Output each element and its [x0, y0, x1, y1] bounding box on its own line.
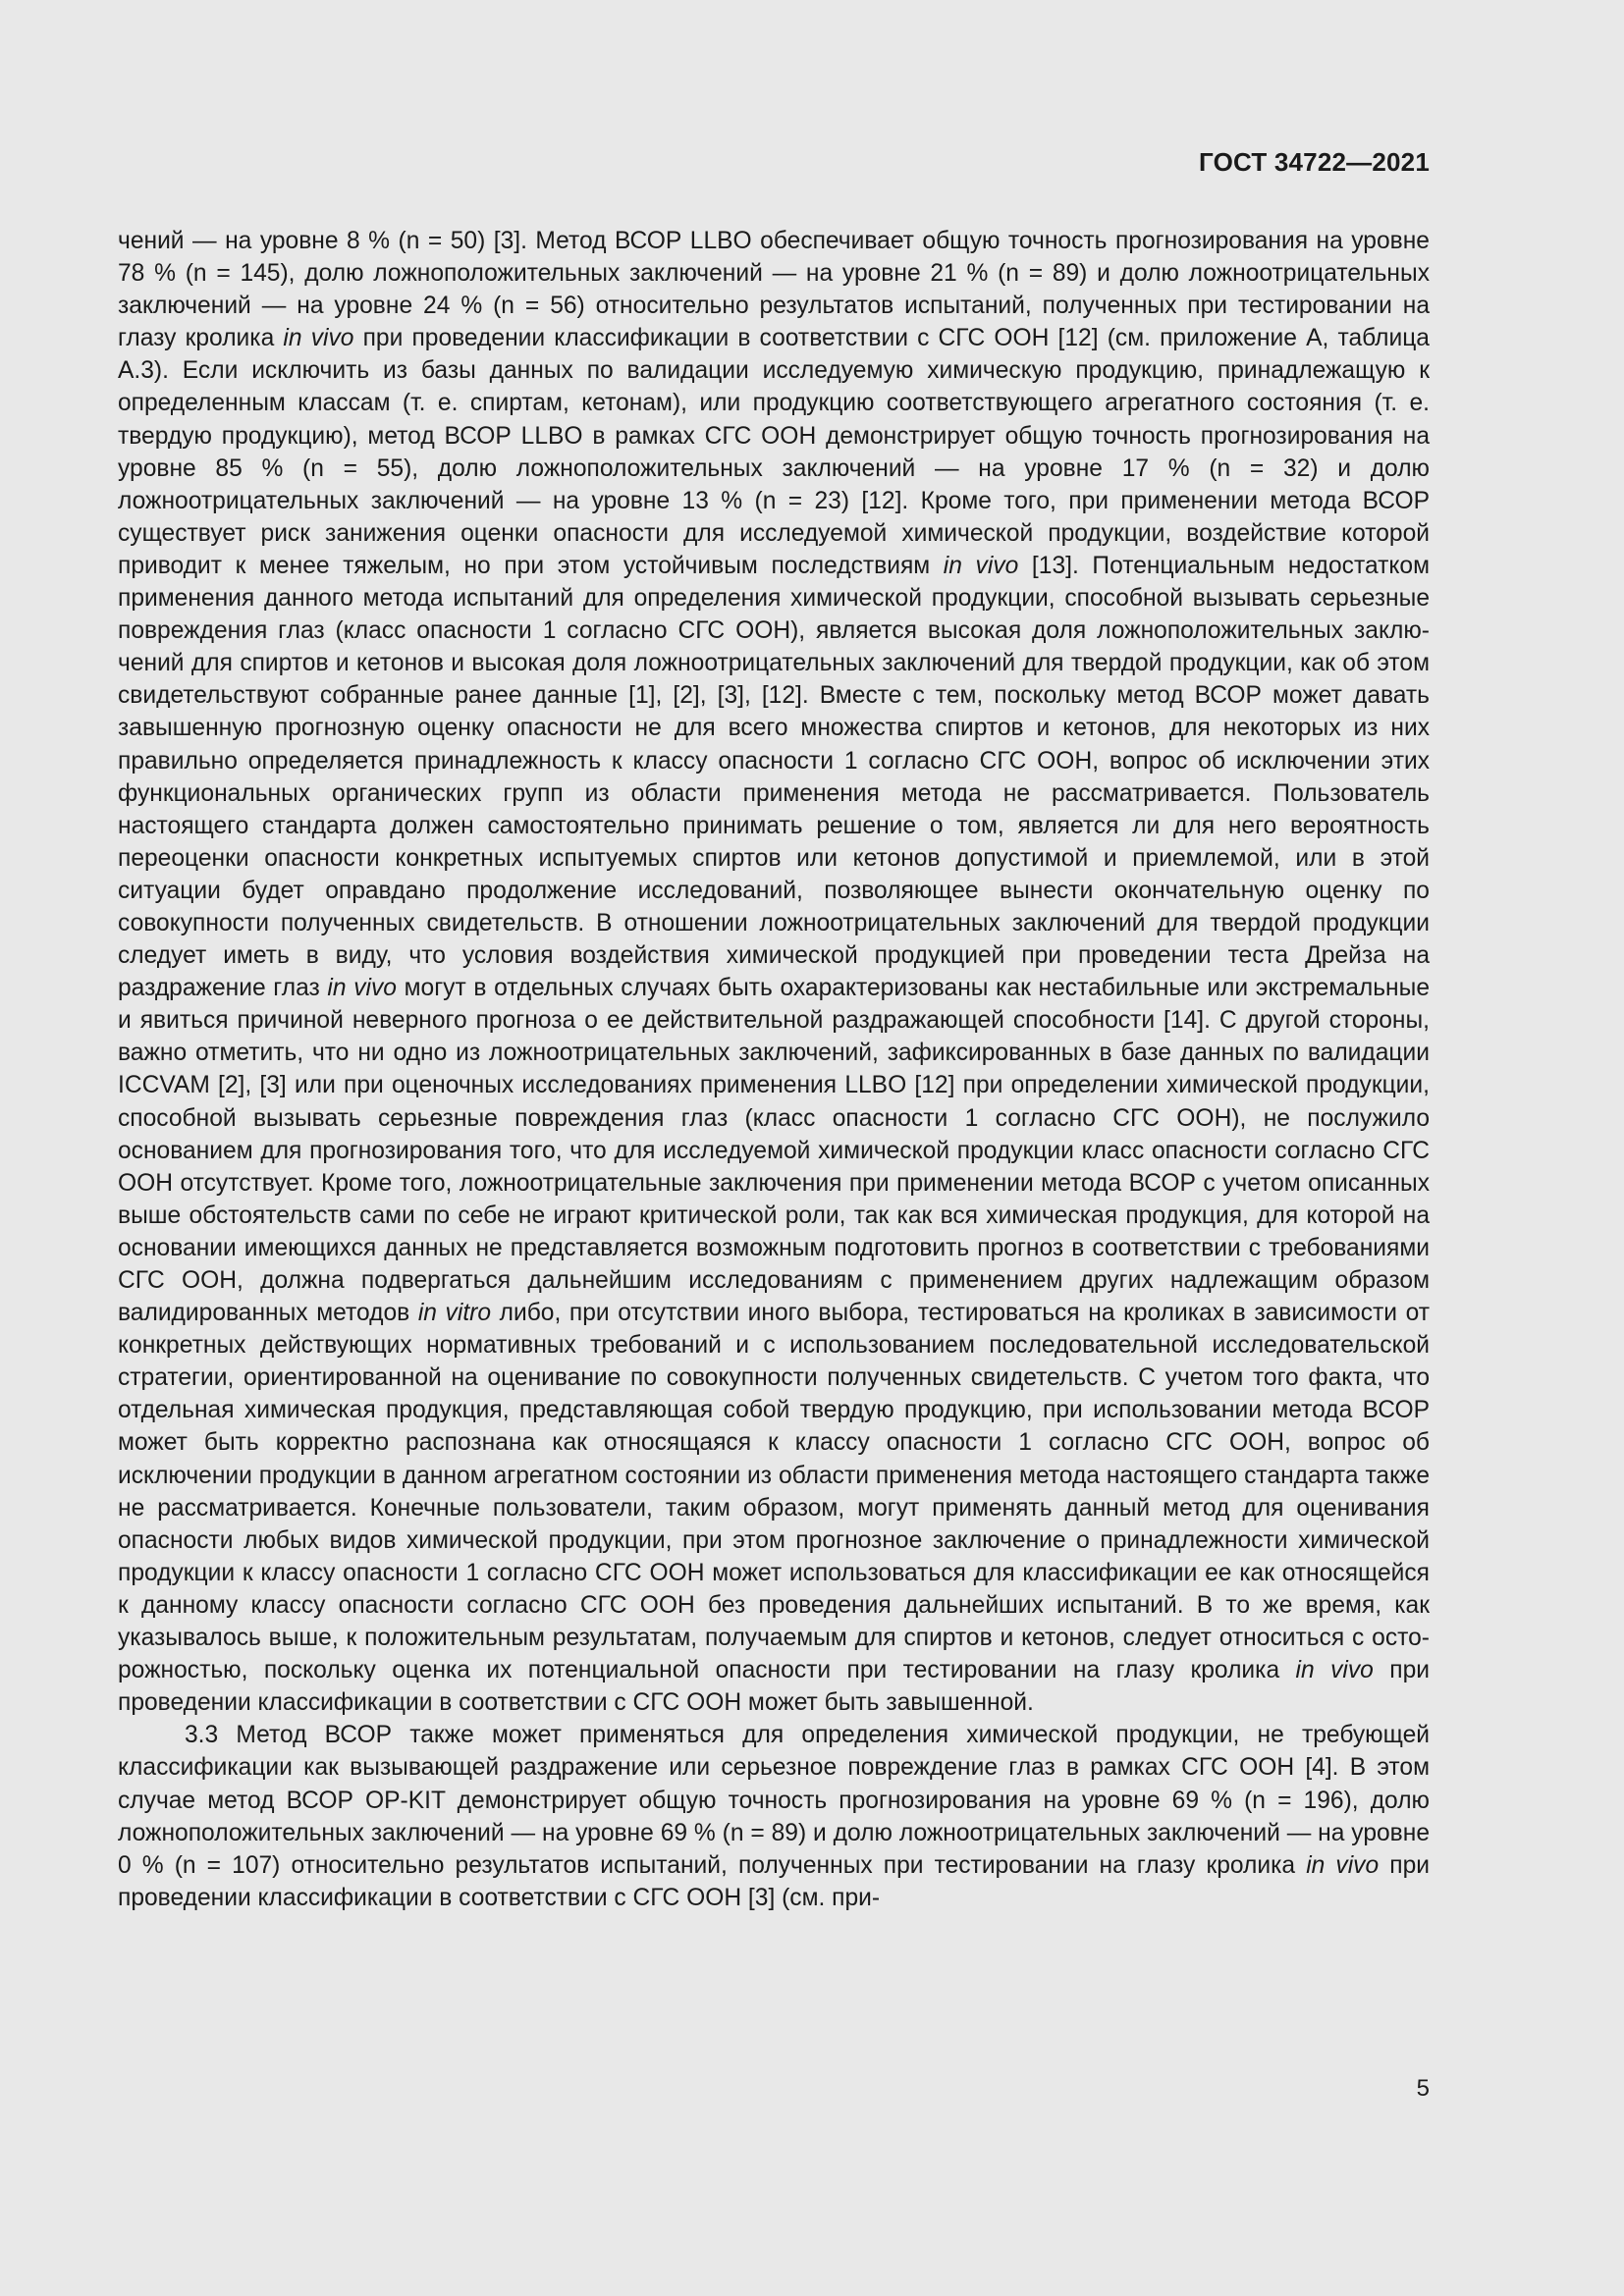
text-run: [13]. Потенциальным недостатком применения данного метода испытаний для определения химической продукции, способной вызывать серьезные повреждения глаз (класс опасности 1 согласно СГС ООН), является высокая доля ложноположительных заключений для спиртов и кетонов и высокая доля ложноотрицательных заключений для твердой продукции, как об этом свидетельствуют собранные ранее данные [1], [2], [3], [12]. Вместе с тем, поскольку метод ВСОР может давать завышенную прогнозную оценку опасности не для всего множества спиртов и кетонов, для некоторых из них правильно определяется принадлежность к классу опасности 1 согласно СГС ООН, вопрос об исключении этих функциональных органических групп из области применения метода не рассматривается. Пользователь настоящего стандарта должен самостоятельно принимать решение о том, является ли для него вероятность переоценки опасности конкретных испытуемых спиртов или кетонов допустимой и приемлемой, или в этой ситуации будет оправдано продолжение исследований, позволяющее вынести окончательную оценку по совокупности полученных свидетельств. В отношении ложноотрицательных заключений для твердой продукции следует иметь в виду, что условия воздействия химической продукцией при проведении теста Дрейза на раздражение глаз	[118, 552, 1430, 1002]
text-run: при проведении классификации в соответствии с СГС ООН [12] (см. приложение А, таблица А.3). Если исключить из базы данных по валидации исследуемую химическую продукцию, принадлежащую к определенным классам (т. е. спиртам, кетонам), или продукцию соответствующего агрегатного состояния (т. е. твердую продукцию), метод ВСОР LLBO в рамках СГС ООН демонстрирует общую точность прогнозирования на уровне 85 % (n = 55), долю ложноположительных заключений — на уровне 17 % (n = 32) и долю ложноотрицательных заключений — на уровне 13 % (n = 23) [12]. Кроме того, при применении метода ВСОР существует риск занижения оценки опасности для исследуемой химической продукции, воздействие которой приводит к менее тяжелым, но при этом устойчивым последствиям	[118, 325, 1430, 579]
italic-term: in vivo	[1295, 1657, 1374, 1684]
text-run: либо, при отсутствии иного выбора, тестироваться на кроликах в зависимости от конкретных действующих нормативных требований и с использованием последовательной исследовательской стратегии, ориентированной на оценивание по совокупности полученных свидетельств. С учетом того факта, что отдельная химическая продукция, представляющая собой твердую продукцию, при использовании метода ВСОР может быть корректно распознана как относящаяся к классу опасности 1 согласно СГС ООН, вопрос об исключении продукции в данном агрегатном состоянии из области применения метода настоящего стандарта также не рассматривается. Конечные пользователи, таким образом, могут применять данный метод для оценивания опасности любых видов химической продукции, при этом прогнозное заключение о принадлежности химической продукции к классу опасности 1 согласно СГС ООН может использоваться для классификации ее как относящейся к данному классу опасности согласно СГС ООН без проведения дальнейших испытаний. В то же время, как указывалось выше, к положительным результатам, получаемым для спиртов и кетонов, следует относиться с осторожностью, поскольку оценка их потенциальной опасности при тестировании на глазу кролика	[118, 1300, 1430, 1684]
italic-term: in vivo	[1306, 1851, 1380, 1879]
italic-term: in vitro	[417, 1300, 492, 1327]
italic-term: in vivo	[327, 975, 397, 1002]
italic-term: in vivo	[943, 552, 1019, 579]
paragraph	[118, 1719, 1430, 1914]
paragraph	[118, 225, 1430, 1719]
text-run: при проведении классификации в соответствии с СГС ООН может быть завышенной.	[118, 1657, 1430, 1717]
text-run: 3.3 Метод ВСОР также может применяться для определения химической продукции, не требующей классификации как вызывающей раздражение или серьезное повреждение глаз в рамках СГС ООН [4]. В этом случае метод ВСОР OP-KIT демонстрирует общую точность прогнозирования на уровне 69 % (n = 196), долю ложноположительных заключений — на уровне 69 % (n = 89) и долю ложноотрицательных заключений — на уровне 0 % (n = 107) относительно результатов испытаний, полученных при тестировании на глазу кролика	[118, 1722, 1430, 1879]
text-run: могут в отдельных случаях быть охарактеризованы как нестабильные или экстремальные и явиться причиной неверного прогноза о ее действительной раздражающей способности [14]. С другой стороны, важно отметить, что ни одно из ложноотрицательных заключений, зафиксированных в базе данных по валидации ICCVAM [2], [3] или при оценочных исследованиях применения LLBO [12] при определении химической продукции, способной вызывать серьезные повреждения глаз (класс опасности 1 согласно СГС ООН), не послужило основанием для прогнозирования того, что для исследуемой химической продукции класс опасности согласно СГС ООН отсутствует. Кроме того, ложноотрицательные заключения при применении метода ВСОР с учетом описанных выше обстоятельств сами по себе не играют критической роли, так как вся химическая продукция, для которой на основании имеющихся данных не представляется возможным подготовить прогноз в соответствии с требованиями СГС ООН, должна подвергаться дальнейшим исследованиям с применением других надлежащим образом валидированных методов	[118, 975, 1430, 1327]
text-run: при проведении классификации в соответствии с СГС ООН [3] (см. при-	[118, 1851, 1430, 1911]
body-text	[118, 225, 1430, 1914]
italic-term: in vivo	[283, 325, 354, 352]
text-run: чений — на уровне 8 % (n = 50) [3]. Метод ВСОР LLBO обеспечивает общую точность прогнозирования на уровне 78 % (n = 145), долю ложноположительных заключений — на уровне 21 % (n = 89) и долю ложноотрицательных заключений — на уровне 24 % (n = 56) относительно результатов испытаний, полученных при тестировании на глазу кролика	[118, 228, 1430, 352]
document-header: ГОСТ 34722—2021	[1199, 147, 1430, 177]
page-number: 5	[1416, 2075, 1430, 2102]
